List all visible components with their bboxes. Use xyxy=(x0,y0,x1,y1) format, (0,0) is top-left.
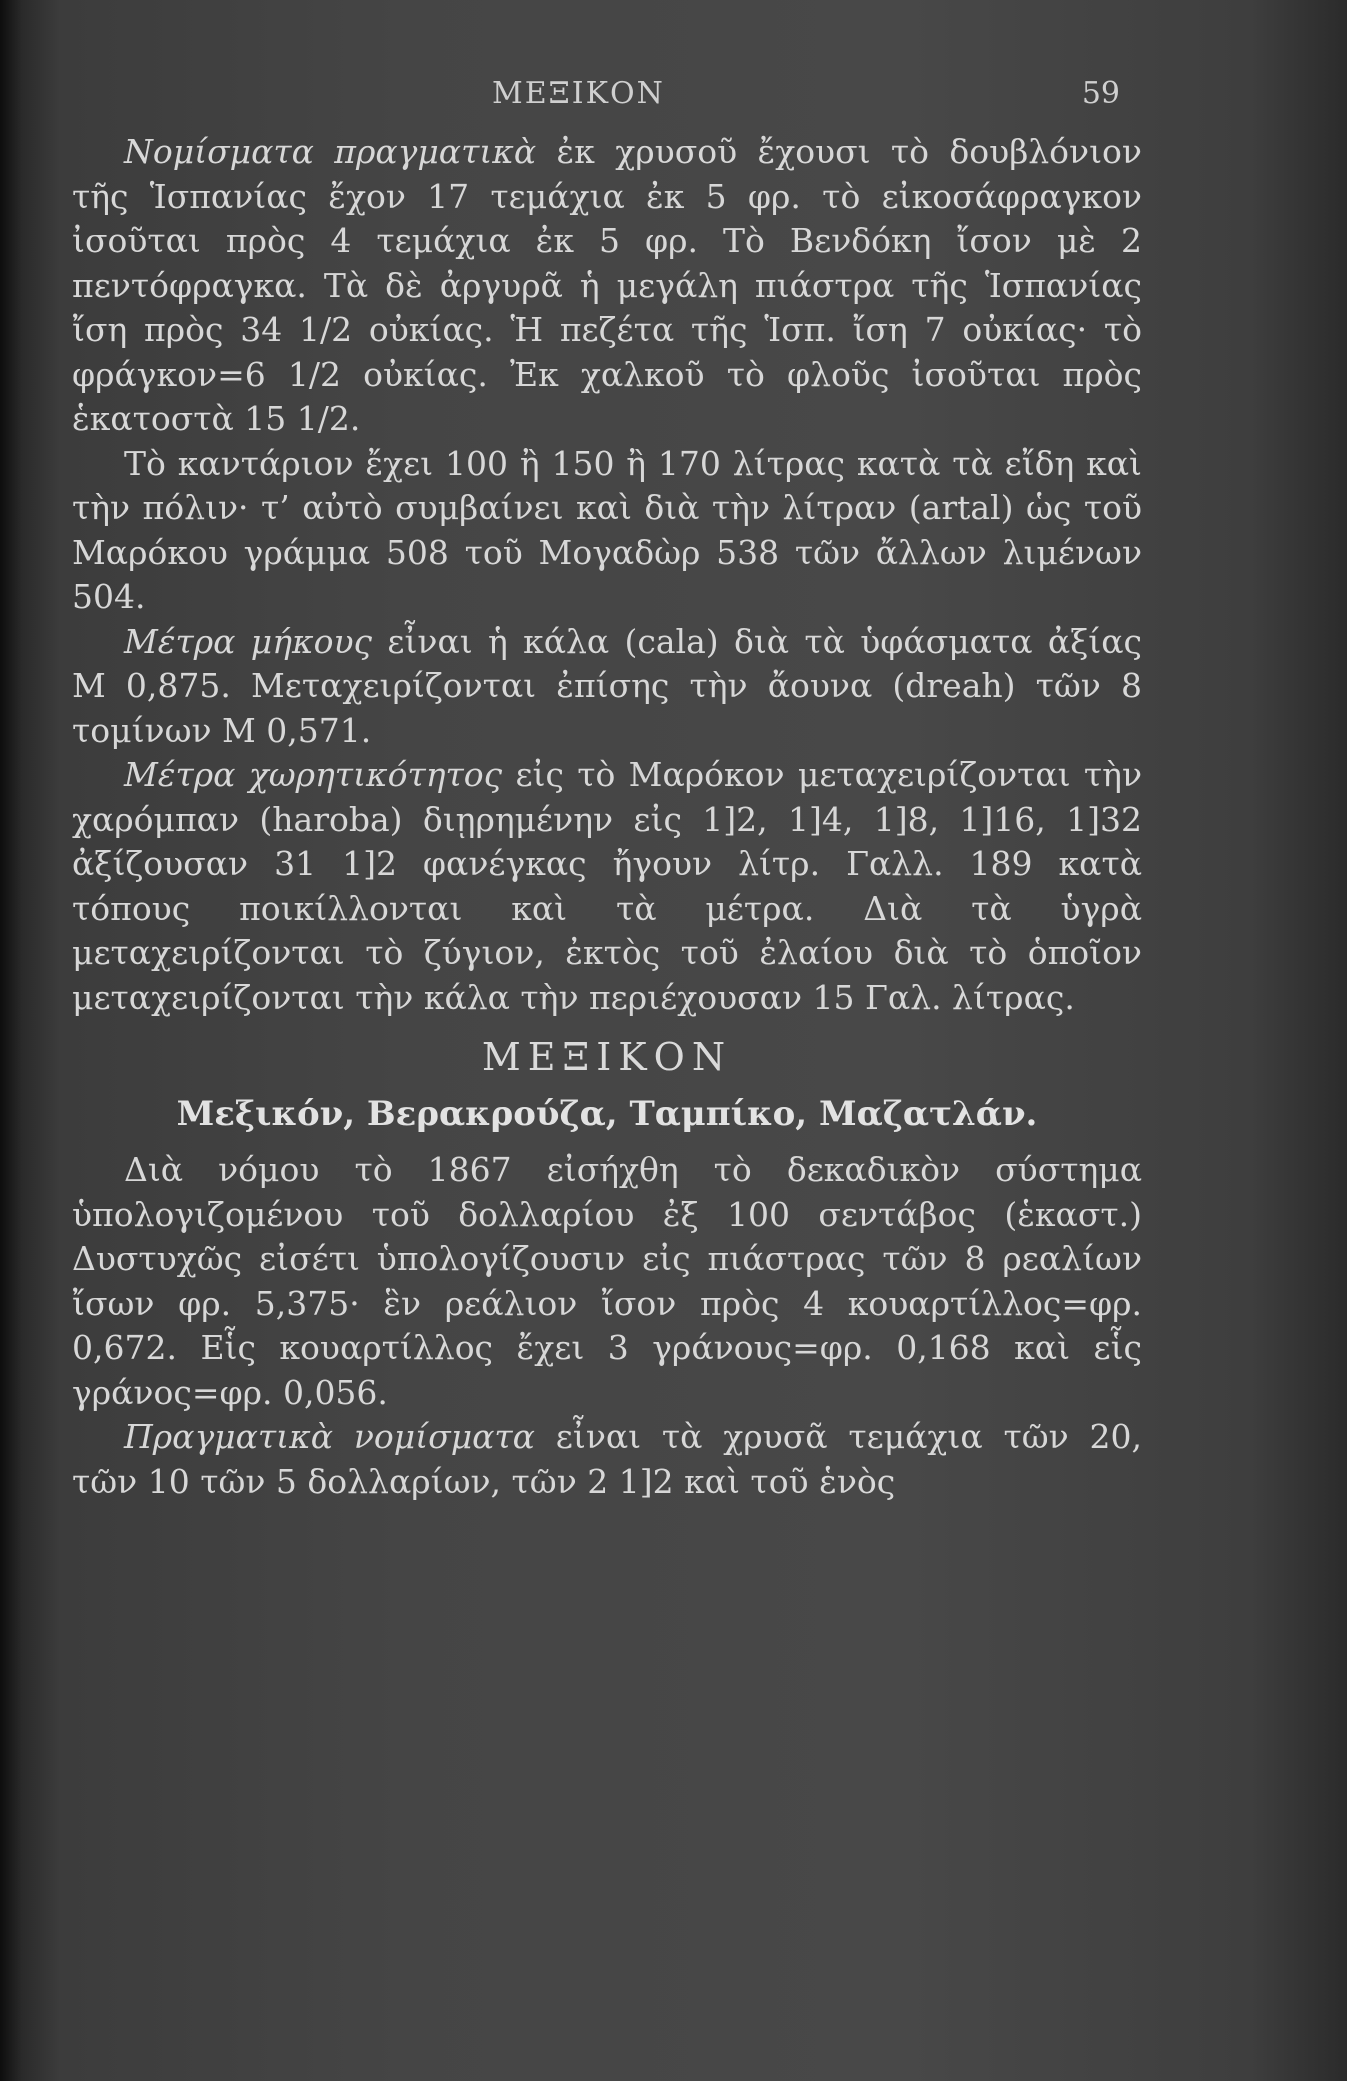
page-number: 59 xyxy=(1081,76,1120,111)
paragraph-lead: Μέτρα μήκους xyxy=(124,621,373,661)
book-page xyxy=(72,70,1142,1960)
paragraph-weights xyxy=(72,442,1142,620)
paragraph-length-measures xyxy=(72,620,1142,754)
paragraph-lead: Μέτρα χωρητικότητος xyxy=(124,755,503,794)
paragraph-text: εἰς τὸ Μαρόκον μεταχειρίζονται τὴν χαρόμπαν (haroba) διῃρημένην εἰς 1]2, 1]4, 1]8, 1]16, 1]32 ἀξίζουσαν 31 1]2 φανέγκας ἤγουν λίτρ. Γαλλ. 189 κατὰ τόπους ποικίλλονται καὶ τὰ μέτρα. Διὰ τὰ ὑγρὰ μεταχειρίζονται τὸ ζύγιον, ἐκτὸς τοῦ ἐλαίου διὰ τὸ ὁποῖον μεταχειρίζονται τὴν κάλα τὴν περιέχουσαν 15 Γαλ. λίτρας. xyxy=(72,755,1143,1017)
paragraph-real-coins xyxy=(72,1415,1142,1504)
running-title: ΜΕΞΙΚΟΝ xyxy=(492,76,665,111)
paragraph-text: εἶναι τὰ χρυσᾶ τεμάχια τῶν 20, τῶν 10 τῶν 5 δολλαρίων, τῶν 2 1]2 καὶ τοῦ ἑνὸς xyxy=(72,1417,1142,1501)
paragraph-lead: Πραγματικὰ νομίσματα xyxy=(124,1417,535,1456)
paragraph-coins xyxy=(72,130,1142,442)
paragraph-text: ἐκ χρυσοῦ ἔχουσι τὸ δουβλόνιον τῆς Ἱσπανίας ἔχον 17 τεμάχια ἐκ 5 φρ. τὸ εἰκοσάφραγκον ἰσοῦται πρὸς 4 τεμάχια ἐκ 5 φρ. Τὸ Βενδόκη ἴσον μὲ 2 πεντόφραγκα. Τὰ δὲ ἀργυρᾶ ἡ μεγάλη πιάστρα τῆς Ἱσπανίας ἴση πρὸς 34 1/2 οὐκίας. Ἡ πεζέτα τῆς Ἱσπ. ἴση 7 οὐκίας· τὸ φράγκον=6 1/2 οὐκίας. Ἐκ χαλκοῦ τὸ φλοῦς ἰσοῦται πρὸς ἑκατοστὰ 15 1/2. xyxy=(72,132,1142,438)
paragraph-text: Τὸ καντάριον ἔχει 100 ἢ 150 ἢ 170 λίτρας κατὰ τὰ εἴδη καὶ τὴν πόλιν· τ’ αὐτὸ συμβαίνει καὶ διὰ τὴν λίτραν (artal) ὡς τοῦ Μαρόκου γράμμα 508 τοῦ Μογαδὼρ 538 τῶν ἄλλων λιμένων 504. xyxy=(72,443,1142,616)
paragraph-capacity-measures xyxy=(72,753,1142,1020)
paragraph-lead: Νομίσματα πραγματικὰ xyxy=(124,132,537,171)
section-subheading: Μεξικόν, Βερακρούζα, Ταμπίκο, Μαζατλάν. xyxy=(176,1094,1038,1134)
running-head xyxy=(72,70,1142,130)
paragraph-text: Διὰ νόμου τὸ 1867 εἰσήχθη τὸ δεκαδικὸν σύστημα ὑπολογιζομένου τοῦ δολλαρίου ἐξ 100 σεντάβος (ἑκαστ.) Δυστυχῶς εἰσέτι ὑπολογίζουσιν εἰς πιάστρας τῶν 8 ρεαλίων ἴσων φρ. 5,375· ἓν ρεάλιον ἴσον πρὸς 4 κουαρτίλλος=φρ. 0,672. Εἷς κουαρτίλλος ἔχει 3 γράνους=φρ. 0,168 καὶ εἷς γράνος=φρ. 0,056. xyxy=(72,1150,1142,1412)
paragraph-decimal-system xyxy=(72,1148,1142,1415)
paragraph-text: εἶναι ἡ κάλα (cala) διὰ τὰ ὑφάσματα ἀξίας Μ 0,875. Μεταχειρίζονται ἐπίσης τὴν ἄουνα (dreah) τῶν 8 τομίνων Μ 0,571. xyxy=(72,621,1142,750)
section-heading: ΜΕΞΙΚΟΝ xyxy=(481,1035,733,1079)
